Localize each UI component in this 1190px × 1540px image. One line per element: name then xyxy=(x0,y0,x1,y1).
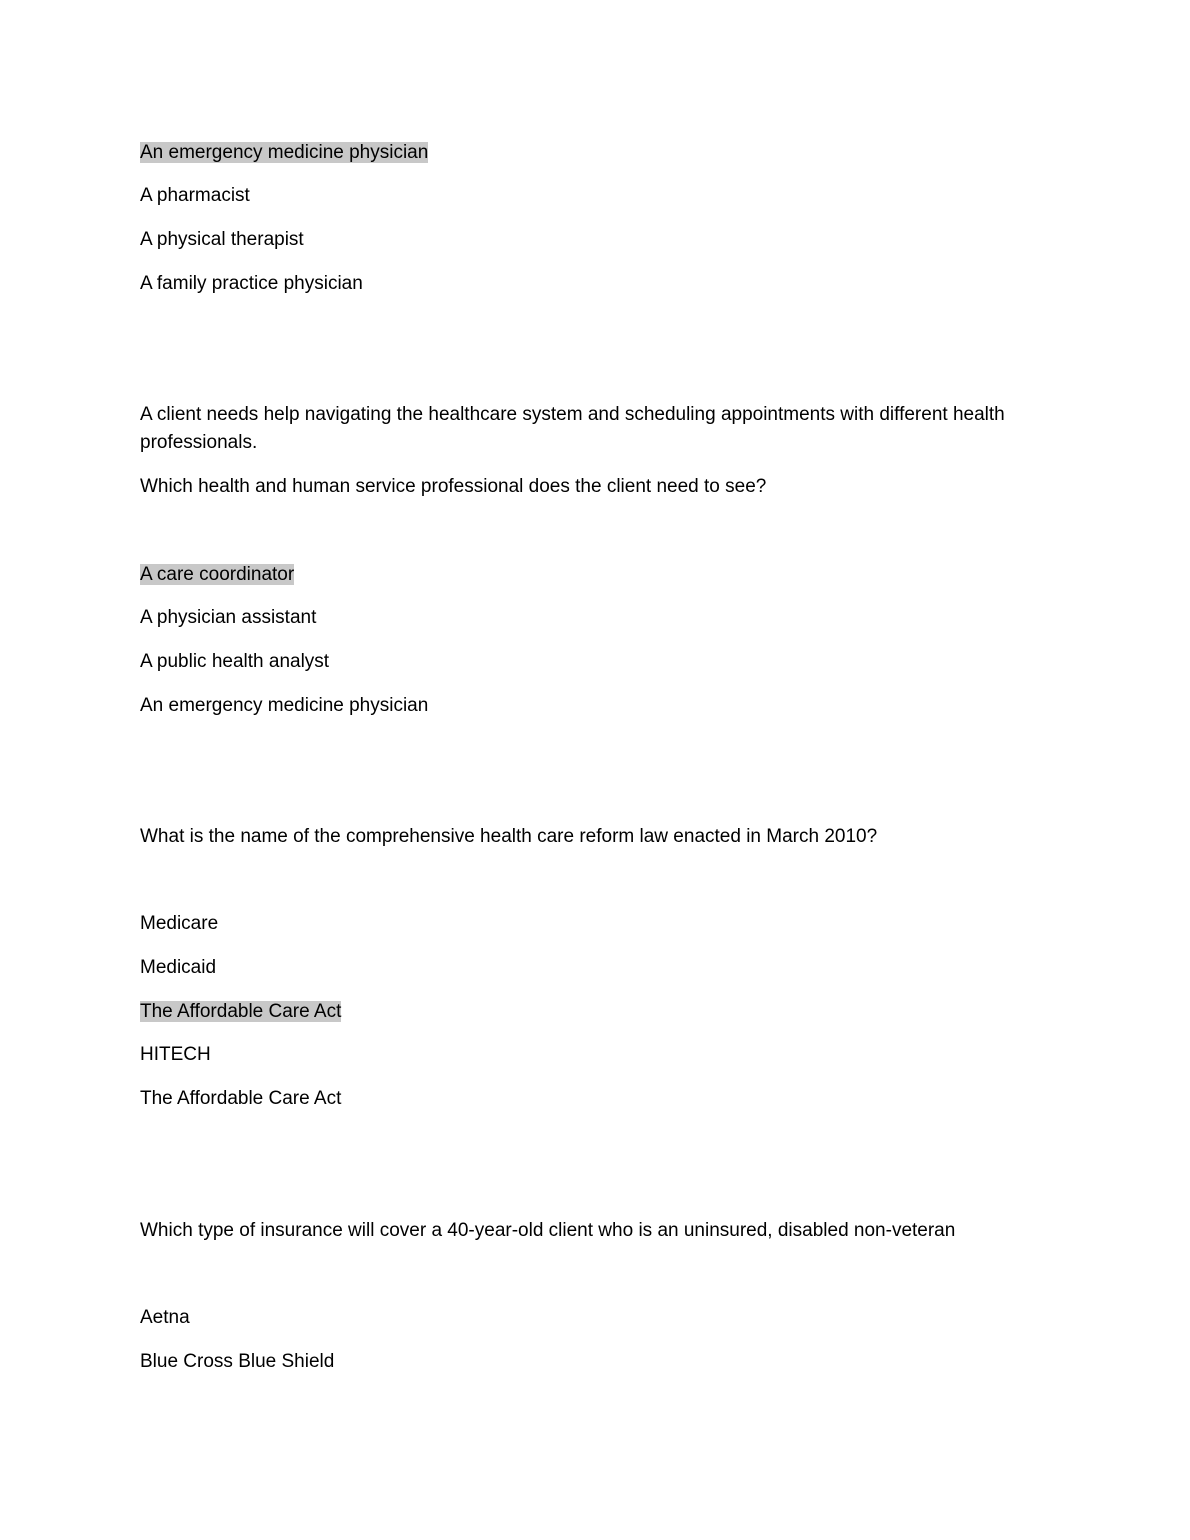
answer-option xyxy=(140,561,294,589)
answer-option: Medicare xyxy=(140,913,219,934)
answer-option: A physical therapist xyxy=(140,229,304,250)
answer-option: The Affordable Care Act xyxy=(140,1088,342,1109)
question-text: Which type of insurance will cover a 40-year-old client who is an uninsured, disabled non-veteran xyxy=(140,1220,956,1241)
question-text: What is the name of the comprehensive health care reform law enacted in March 2010? xyxy=(140,826,878,847)
highlighted-answer: An emergency medicine physician xyxy=(140,142,429,163)
answer-option: Blue Cross Blue Shield xyxy=(140,1351,335,1372)
answer-option: A physician assistant xyxy=(140,607,317,628)
answer-option: HITECH xyxy=(140,1044,211,1065)
answer-option: Medicaid xyxy=(140,957,217,978)
question-text: A client needs help navigating the healthcare system and scheduling appointments with different health professionals. xyxy=(140,404,1005,453)
answer-option: An emergency medicine physician xyxy=(140,695,429,716)
answer-option xyxy=(140,139,428,167)
highlighted-answer: A care coordinator xyxy=(140,564,295,585)
answer-option: A family practice physician xyxy=(140,273,363,294)
question-prompt: Which health and human service professional does the client need to see? xyxy=(140,476,767,497)
answer-option: A pharmacist xyxy=(140,185,250,206)
highlighted-answer: The Affordable Care Act xyxy=(140,1001,342,1022)
answer-option: Aetna xyxy=(140,1307,190,1328)
answer-option xyxy=(140,998,341,1026)
answer-option: A public health analyst xyxy=(140,651,330,672)
